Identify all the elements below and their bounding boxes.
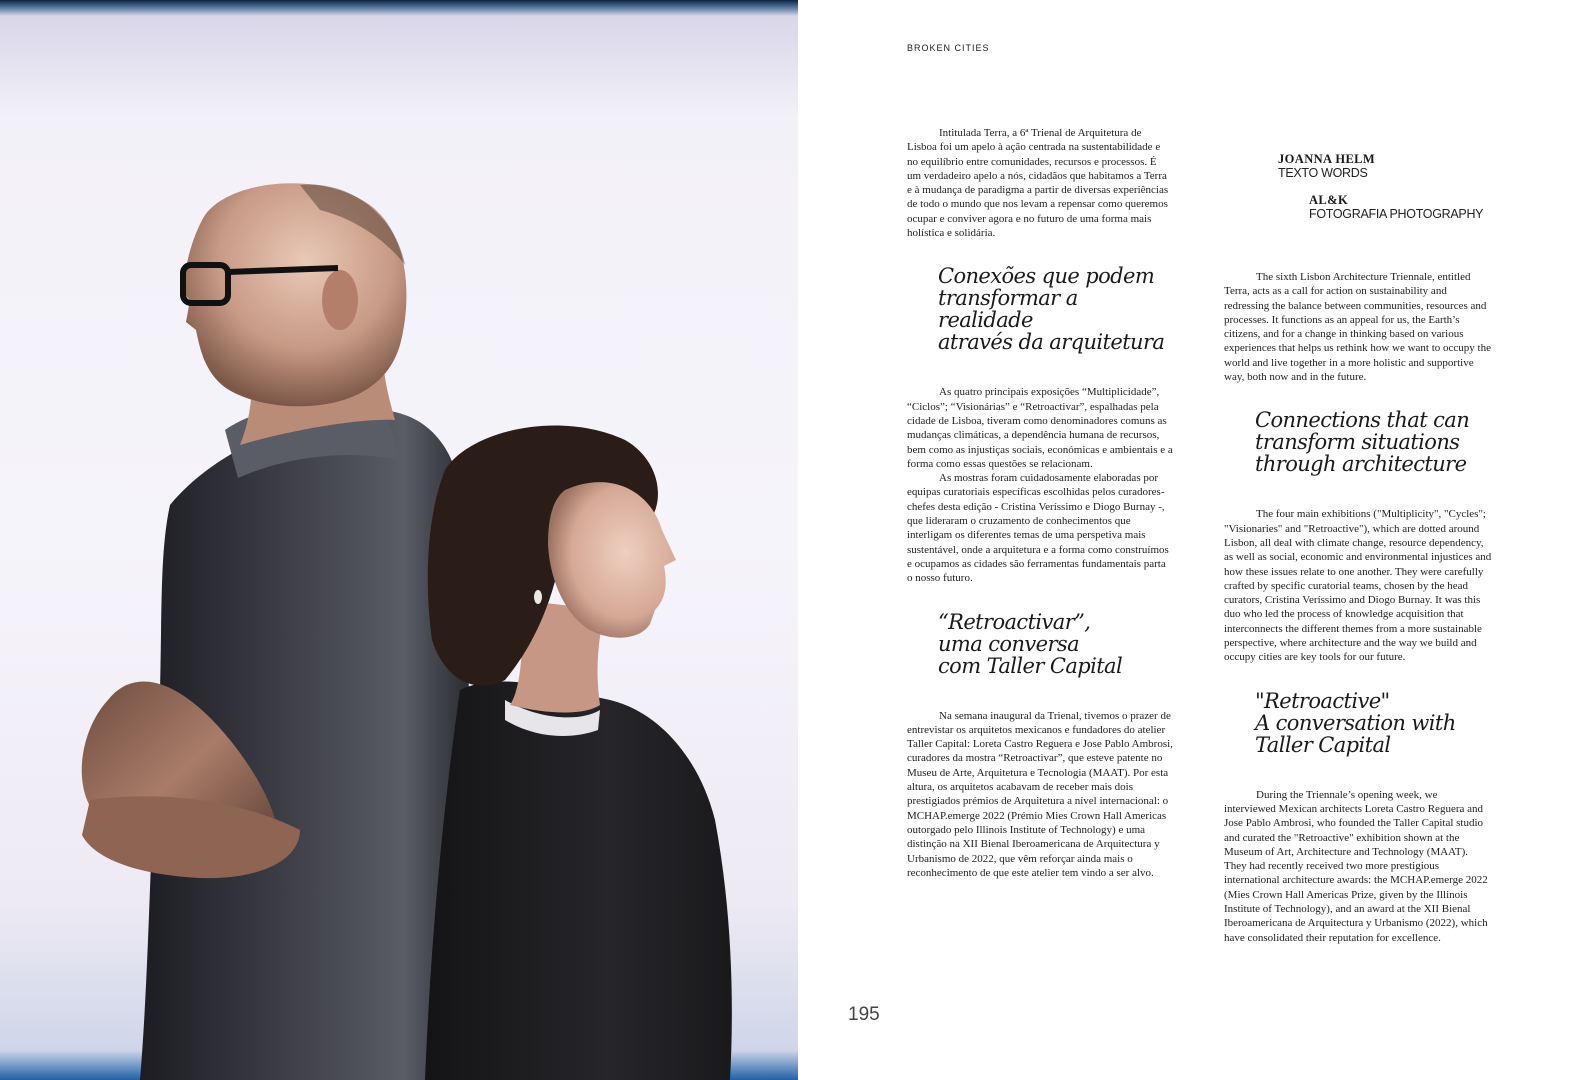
pt-body-interview: Na semana inaugural da Trienal, tivemos o prazer de entrevistar os arquitetos mexicanos e fundadores do atelier Taller Capital: Loreta Castro Reguera e Jose Pablo Ambrosi, curadores da mostra “Retroactivar”, que esteve patente no Museu de Arte, Arquitetura e Tecnologia (MAAT). Por esta altura, os arquitetos acabavam de receber mais dois prestigiados prémios de Arquitetura a nível internacional: o MCHAP.emerge 2022 (Prémio Mies Crown Hall Americas outorgado pelo Illinois Institute of Technology) e uma distinção na XII Bienal Iberoamericana de Arquitectura y Urbanismo de 2022, que vêm reforçar ainda mais o reconhecimento de que este atelier tem vindo a ser alvo. [907,709,1173,879]
pt-heading-connections: Conexões que podem transformar a realidade através da arquitetura [938,264,1165,355]
page-number: 195 [848,1004,880,1025]
en-body-interview: During the Triennale’s opening week, we interviewed Mexican architects Loreta Castro Reguera and Jose Pablo Ambrosi, who founded the Taller Capital studio and curated the "Retroactive" exhibition shown at the Museum of Art, Architecture and Technology (MAAT). They had recently received two more prestigious international architecture awards: the MCHAP.emerge 2022 (Mies Crown Hall Americas Prize, given by the Illinois Institute of Technology), and an award at the XII Bienal Iberoamericana de Arquitectura y Urbanismo (2022), which have consolidated their reputation for excellence. [1224,788,1488,944]
pt-heading-retroactivar: “Retroactivar”, uma conversa com Taller Capital [938,609,1123,678]
man-ear [322,270,358,330]
en-intro: The sixth Lisbon Architecture Triennale, entitled Terra, acts as a call for action on sustainability and redressing the balance between communities, resources and processes. It functions as an appeal for us, the Earth’s citizens, and for a change in thinking based on various experiences that helps us rethink how we want to occupy the world and live together in a more holistic and supportive way, both now and in the future. [1224,271,1491,384]
portuguese-column [907,126,1173,880]
pt-intro: Intitulada Terra, a 6ª Trienal de Arquitetura de Lisboa foi um apelo à ação centrada na sustentabilidade e no equilíbrio entre comunidades, recursos e processos. É um verdadeiro apelo a nós, cidadãos que habitamos a Terra e à mudança de paradigma a partir de diversas experiências de todo o mundo que nos levam a repensar como queremos ocupar e conviver agora e no futuro de uma forma mais holística e solidária. [907,127,1169,240]
credits [1278,152,1538,221]
pt-body-curators: As mostras foram cuidadosamente elaboradas por equipas curatoriais específicas escolhidas pelos curadores-chefes desta edição - Cristina Veríssimo e Diogo Burnay -, que lideraram o cruzamento de conhecimentos que interligam os diferentes temas de uma perspetiva mais sustentável, onde a arquitetura e a forma como construímos e ocupamos as cidades são ferramentas fundamentais parta o nosso futuro. [907,472,1169,585]
english-column [1224,270,1492,945]
pt-body-exhibitions: As quatro principais exposições “Multiplicidade”, “Ciclos”; “Visionárias” e “Retroactivar”, espalhadas pela cidade de Lisboa, tiveram como denominadores comuns as mudanças climáticas, a dependência humana de recursos, bem como as injustiças sociais, económicas e ambientais e a forma como essas questões se relacionam. [907,386,1173,470]
credit-photographer-name: AL&K [1309,193,1349,207]
woman-earring [534,590,542,604]
credit-author-role: TEXTO WORDS [1278,166,1368,180]
en-body-exhibitions: The four main exhibitions ("Multiplicity", "Cycles"; "Visionaries" and "Retroactive"), which are dotted around Lisbon, all deal with climate change, resource dependency, as well as social, economic and environmental injustices and how these issues relate to one another. They were carefully crafted by specific curatorial teams, chosen by the head curators, Cristina Veríssimo and Diogo Burnay. It was this duo who led the process of knowledge acquisition that interconnects the different themes from a more sustainable perspective, where architecture and the way we build and occupy cities are key tools for our future. [1224,508,1492,664]
en-heading-connections: Connections that can transform situations through architecture [1255,408,1470,477]
credit-author [1278,152,1538,180]
credit-author-name: JOANNA HELM [1278,152,1376,166]
credit-photographer [1309,193,1538,221]
running-head: BROKEN CITIES [907,43,990,53]
en-heading-retroactive: "Retroactive" A conversation with Taller Capital [1255,688,1456,757]
woman-body [425,681,732,1080]
credit-photographer-role: FOTOGRAFIA PHOTOGRAPHY [1309,207,1484,221]
